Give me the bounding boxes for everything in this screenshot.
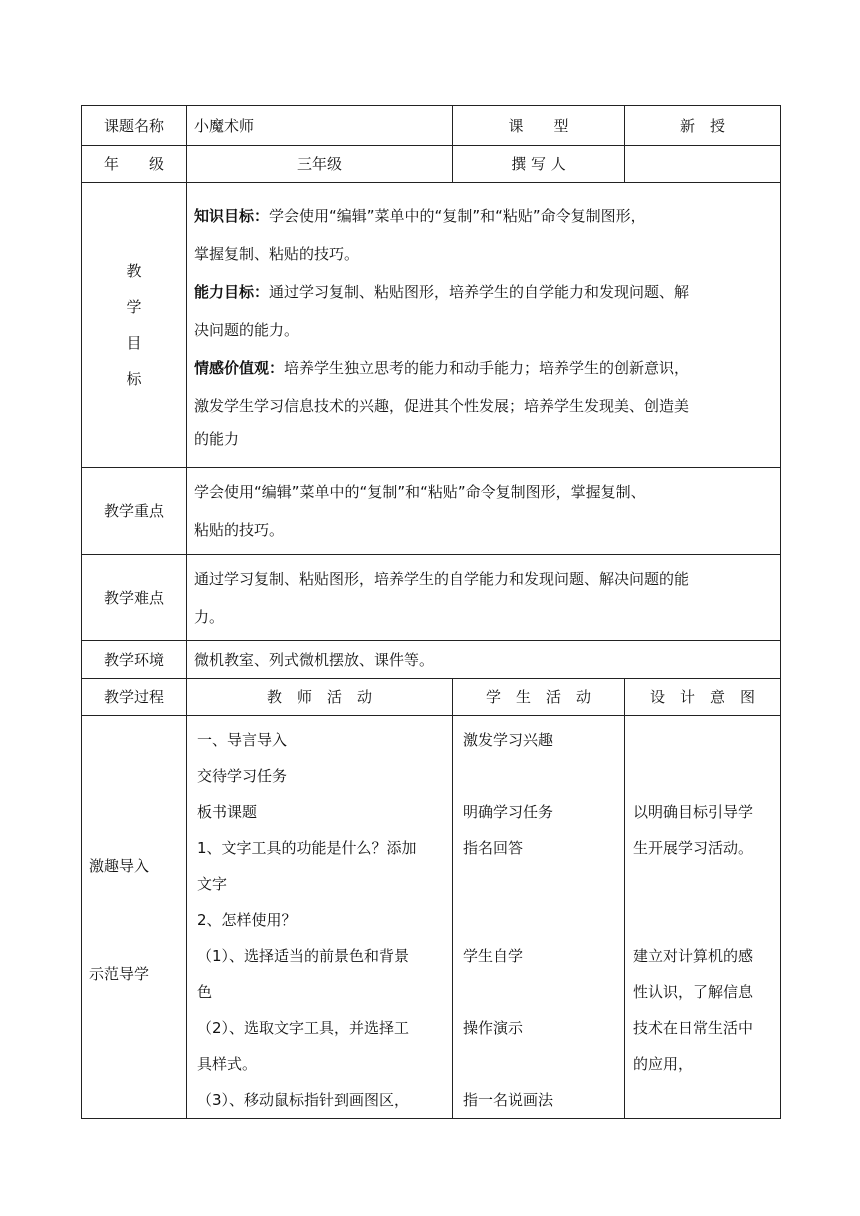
objectives-label-char: 标 <box>126 370 142 388</box>
grade-label: 年 级 <box>82 146 187 183</box>
ability-objective-label: 能力目标： <box>194 282 270 301</box>
design-intent-line: 生开展学习活动。 <box>633 839 754 857</box>
teacher-activity-line: 具样式。 <box>197 1055 258 1073</box>
key-point-line: 粘贴的技巧。 <box>194 521 285 539</box>
author-value <box>625 146 781 183</box>
author-label: 撰 写 人 <box>453 146 625 183</box>
objectives-row <box>82 183 781 468</box>
emotion-objective-label: 情感价值观： <box>194 358 285 377</box>
type-label: 课 型 <box>453 106 625 146</box>
teacher-activity-line: 交待学习任务 <box>197 767 288 785</box>
knowledge-objective-label: 知识目标： <box>194 206 270 225</box>
stage-label: 激趣导入 <box>89 857 150 875</box>
difficulty-line: 力。 <box>194 607 225 626</box>
objectives-label-char: 教 <box>126 262 142 280</box>
emotion-objective-text-2: 激发学生学习信息技术的兴趣，促进其个性发展；培养学生发现美、创造美 <box>194 396 690 415</box>
design-intent-line: 以明确目标引导学 <box>633 803 754 821</box>
lesson-plan-table <box>81 105 781 1119</box>
process-header-row <box>82 679 781 716</box>
student-activity-line: 操作演示 <box>463 1019 524 1037</box>
knowledge-objective-text: 学会使用“编辑”菜单中的“复制”和“粘贴”命令复制图形， <box>269 206 646 225</box>
teacher-activity-line: 1、文字工具的功能是什么？添加 <box>197 839 417 857</box>
topic-row <box>82 106 781 146</box>
process-header-stage: 教学过程 <box>82 679 187 716</box>
ability-objective-text-2: 决问题的能力。 <box>194 320 300 339</box>
topic-value: 小魔术师 <box>187 106 453 146</box>
difficulty-row <box>82 555 781 641</box>
topic-label: 课题名称 <box>82 106 187 146</box>
teacher-activity-line: 色 <box>197 983 213 1001</box>
type-value: 新 授 <box>625 106 781 146</box>
process-row <box>82 716 781 1119</box>
key-point-row <box>82 468 781 555</box>
grade-value: 三年级 <box>187 146 453 183</box>
student-activity-column <box>453 716 625 1119</box>
teacher-activity-line: （2）、选取文字工具，并选择工 <box>197 1019 410 1037</box>
teacher-activity-line: （1）、选择适当的前景色和背景 <box>197 947 410 965</box>
design-intent-line: 建立对计算机的感 <box>633 947 754 965</box>
difficulty-content <box>187 555 781 641</box>
student-activity-line: 学生自学 <box>463 947 524 965</box>
process-header-design: 设 计 意 图 <box>625 679 781 716</box>
student-activity-line: 指一名说画法 <box>463 1091 554 1109</box>
emotion-objective-text: 培养学生独立思考的能力和动手能力；培养学生的创新意识， <box>284 358 690 377</box>
objectives-label-char: 目 <box>126 334 142 352</box>
knowledge-objective-text-2: 掌握复制、粘贴的技巧。 <box>194 244 360 263</box>
ability-objective-text: 通过学习复制、粘贴图形，培养学生的自学能力和发现问题、解 <box>269 282 690 301</box>
key-point-label: 教学重点 <box>82 468 187 555</box>
grade-row <box>82 146 781 183</box>
process-stage-column <box>82 716 187 1119</box>
student-activity-line: 指名回答 <box>463 839 524 857</box>
environment-row <box>82 641 781 679</box>
teacher-activity-line: 板书课题 <box>197 803 258 821</box>
difficulty-label: 教学难点 <box>82 555 187 641</box>
student-activity-line: 明确学习任务 <box>463 803 554 821</box>
emotion-objective-text-3: 的能力 <box>194 429 240 448</box>
difficulty-line: 通过学习复制、粘贴图形，培养学生的自学能力和发现问题、解决问题的能 <box>194 569 690 588</box>
key-point-content <box>187 468 781 555</box>
teacher-activity-column <box>187 716 453 1119</box>
teacher-activity-line: 一、导言导入 <box>197 731 288 749</box>
process-header-teacher: 教 师 活 动 <box>187 679 453 716</box>
design-intent-line: 的应用， <box>633 1055 694 1073</box>
design-intent-column <box>625 716 781 1119</box>
environment-label: 教学环境 <box>82 641 187 679</box>
student-activity-line: 激发学习兴趣 <box>463 731 554 749</box>
objectives-label <box>82 183 187 468</box>
stage-label: 示范导学 <box>89 965 150 983</box>
objectives-label-char: 学 <box>126 298 142 316</box>
objectives-content <box>187 183 781 468</box>
environment-value: 微机教室、列式微机摆放、课件等。 <box>187 641 781 679</box>
teacher-activity-line: （3）、移动鼠标指针到画图区， <box>197 1091 410 1109</box>
design-intent-line: 性认识，了解信息 <box>633 983 754 1001</box>
design-intent-line: 技术在日常生活中 <box>633 1019 754 1037</box>
process-header-student: 学 生 活 动 <box>453 679 625 716</box>
teacher-activity-line: 2、怎样使用？ <box>197 911 297 929</box>
teacher-activity-line: 文字 <box>197 875 228 893</box>
key-point-line: 学会使用“编辑”菜单中的“复制”和“粘贴”命令复制图形，掌握复制、 <box>194 483 646 501</box>
